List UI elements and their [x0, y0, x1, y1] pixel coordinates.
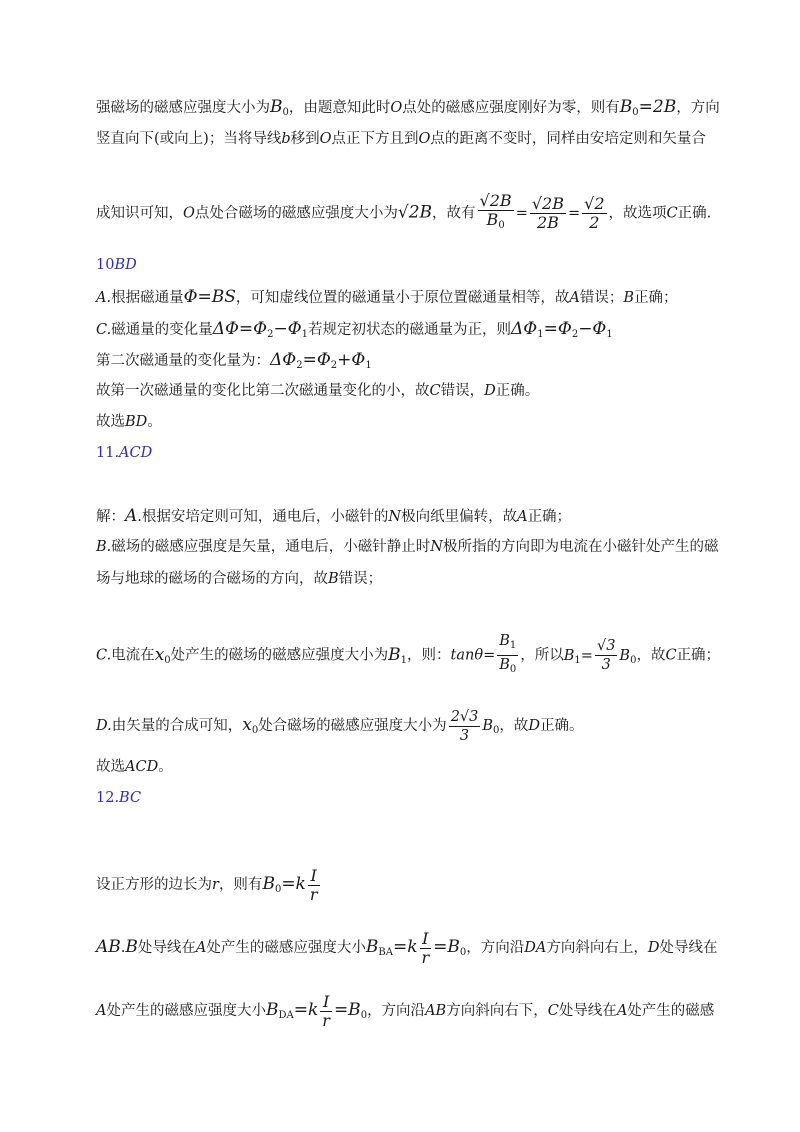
text: 。 — [147, 414, 162, 430]
text: ，方向沿 — [367, 1003, 426, 1019]
formula: $B_0$ — [482, 718, 500, 736]
text: 故选 — [96, 759, 125, 775]
text: 点正下方且到 — [331, 131, 419, 147]
fraction: $\frac{I}{r}$ — [322, 991, 330, 1030]
formula: tanθ= — [450, 647, 496, 664]
q11-line-3: 场与地球的磁场的合磁场的方向，故B错误； — [96, 571, 383, 587]
fraction: $\frac{√2B}{B_0}$ — [479, 191, 512, 231]
text: 极所指的方向即为电流在小磁针处产生的磁 — [442, 539, 719, 555]
text: 正确。 — [540, 718, 584, 734]
text: ，故选项 — [608, 205, 667, 222]
q10-line-5: 故选BD。 — [96, 414, 162, 430]
text: 正确。 — [495, 383, 540, 399]
text: 错误； — [338, 571, 383, 587]
fraction: $\frac{B_1}{B_0}$ — [499, 633, 517, 675]
text: 点的距离不变时，同样由安培定则和矢量合 — [430, 131, 706, 147]
text: 成知识可知， — [96, 205, 183, 222]
text: 处产生的磁感 — [627, 1003, 715, 1019]
text: 处产生的磁感应强度大小 — [206, 940, 366, 956]
text: ，方向沿 — [466, 940, 525, 956]
formula: $\Delta\Phi_2=\Phi_2+\Phi_1$ — [270, 350, 372, 371]
text: 错误； — [579, 290, 624, 306]
text: .根据安培定则可知，通电后，小磁针的 — [137, 509, 389, 525]
q12-line-1: 设正方形的边长为r，则有$B_0=k$ $\frac{I}{r}$ — [96, 865, 318, 904]
text: 处合磁场的磁感应强度大小为 — [258, 718, 447, 734]
text: ，由题意知此时 — [288, 100, 391, 116]
formula: $\Delta\Phi_1=\Phi_2-\Phi_1$ — [511, 319, 613, 340]
fraction: $\frac{√2}{2}$ — [584, 194, 605, 232]
text: 处导线在 — [558, 1003, 617, 1019]
text: 处导线在 — [137, 940, 196, 956]
text: 点处合磁场的磁感应强度大小为 — [194, 205, 398, 222]
text: 方向斜向右下， — [446, 1003, 548, 1019]
fraction: $\frac{I}{r}$ — [421, 928, 430, 967]
q11-line-4: C.电流在$x_0$处产生的磁场的磁感应强度大小为$B_1$，则：tanθ= $\frac{B_1}{B_0}$ ，所以$B_1=$ $\frac{√3}{3}$ $B_0$，故C正确； — [96, 632, 720, 681]
text: 若规定初状态的磁通量为正，则 — [308, 322, 512, 338]
text: 。 — [158, 759, 173, 775]
p1-line-3: 成知识可知，O点处合磁场的磁感应强度大小为√2B，故有 $\frac{√2B}{B_0}$ = $\frac{√2B}{2B}$ = $\frac{√2}{2}$ ，故选项C正确. — [96, 192, 711, 235]
text: 场与地球的磁场的合磁场的方向，故 — [96, 571, 328, 587]
text: ，故有 — [432, 205, 476, 222]
q11-header — [96, 443, 152, 463]
text: ，则： — [407, 647, 451, 664]
text: ，所以 — [520, 647, 564, 664]
fraction: $\frac{√2B}{2B}$ — [531, 194, 564, 232]
formula: $x_0$ — [242, 715, 259, 736]
question-number: 10BD — [96, 257, 137, 273]
text: 电流在 — [111, 647, 155, 664]
q12-line-3: A处产生的磁感应强度大小$B_{DA}=k$ $\frac{I}{r}$ $=B_0$，方向沿AB方向斜向右下，C处导线在A处产生的磁感 — [96, 991, 715, 1030]
formula: $B_0=2B$ — [619, 97, 677, 118]
text: 处产生的磁场的磁感应强度大小为 — [170, 647, 389, 664]
p1-line-2: 竖直向下(或向上)；当将导线b移到O点正下方且到O点的距离不变时，同样由安培定则和矢量合 — [96, 131, 706, 147]
text: 处导线在 — [659, 940, 718, 956]
q10-line-1: A.根据磁通量Φ=BS，可知虚线位置的磁通量小于原位置磁通量相等，故A错误；B正确； — [96, 287, 678, 307]
text: 根据磁通量 — [111, 290, 184, 306]
formula: Φ=BS — [183, 287, 236, 307]
text: 正确； — [676, 647, 721, 664]
fraction: $\frac{I}{r}$ — [309, 865, 318, 904]
fraction: $\frac{2√3}{3}$ — [450, 708, 479, 744]
q11-line-6: 故选ACD。 — [96, 759, 173, 775]
q11-line-2: B.磁场的磁感应强度是矢量，通电后，小磁针静止时N极所指的方向即为电流在小磁针处产生的磁 — [96, 539, 719, 555]
text: 第二次磁通量的变化量为： — [96, 353, 270, 369]
formula: $B_0$ — [619, 647, 637, 666]
text: 正确； — [634, 290, 678, 306]
formula: $\Delta\Phi=\Phi_2-\Phi_1$ — [212, 319, 309, 340]
formula: $B_0=k$ — [262, 874, 306, 895]
q10-line-3 — [96, 350, 372, 376]
question-number: 11.ACD — [96, 445, 153, 461]
q11-line-5: D.由矢量的合成可知，$x_0$处合磁场的磁感应强度大小为 $\frac{2√3}{3}$ $B_0$，故D正确。 — [96, 708, 584, 744]
text: 由矢量的合成可知， — [111, 718, 243, 734]
text: 故选 — [96, 414, 125, 430]
q10-line-2: C.磁通量的变化量$\Delta\Phi=\Phi_2-\Phi_1$若规定初状态的磁通量为正，则$\Delta\Phi_1=\Phi_2-\Phi_1$ — [96, 319, 613, 340]
text: 处产生的磁感应强度大小 — [106, 1003, 266, 1019]
text: ，方向 — [676, 100, 720, 116]
text: ，可知虚线位置的磁通量小于原位置磁通量相等，故 — [235, 290, 570, 306]
question-number: 12.BC — [96, 790, 142, 806]
text: 磁通量的变化量 — [111, 322, 213, 338]
text: 点处的磁感应强度刚好为零，则有 — [402, 100, 620, 116]
formula: $B_0$ — [270, 97, 289, 118]
text: 错误， — [440, 383, 485, 399]
formula: $B_1$ — [388, 644, 408, 666]
formula: $=B_0$ — [433, 937, 467, 958]
text: 极向纸里偏转，故 — [401, 509, 518, 525]
text: 解： — [96, 509, 125, 525]
q10-header — [96, 255, 137, 275]
text: . — [120, 940, 126, 956]
q10-line-4: 故第一次磁通量的变化比第二次磁通量变化的小，故C错误，D正确。 — [96, 383, 540, 399]
q11-line-1: 解：A.根据安培定则可知，通电后，小磁针的N极向纸里偏转，故A正确； — [96, 506, 572, 526]
text: 故第一次磁通量的变化比第二次磁通量变化的小，故 — [96, 383, 430, 399]
text: 正确. — [677, 205, 712, 222]
text: 磁场的磁感应强度是矢量，通电后，小磁针静止时 — [111, 539, 431, 555]
text: 竖直向下(或向上)；当将导线 — [96, 131, 282, 147]
formula: $B_{DA}=k$ — [265, 1000, 319, 1021]
text: 方向斜向右上， — [546, 940, 648, 956]
formula: $x_0$ — [154, 644, 171, 666]
text: ，故 — [499, 718, 529, 734]
formula: $B_{BA}=k$ — [365, 937, 418, 958]
text: 移到 — [290, 131, 320, 147]
formula: $=B_0$ — [333, 1000, 368, 1021]
q12-line-2: AB.B处导线在A处产生的磁感应强度大小$B_{BA}=k$ $\frac{I}{r}$ $=B_0$，方向沿DA方向斜向右上，D处导线在 — [96, 928, 718, 967]
text: 正确； — [527, 509, 572, 525]
formula: √2B — [397, 202, 433, 223]
text: ，故 — [636, 647, 666, 664]
fraction: $\frac{√3}{3}$ — [596, 638, 616, 673]
p1-line-1: 强磁场的磁感应强度大小为$B_0$，由题意知此时O点处的磁感应强度刚好为零，则有$B_0=2B$，方向 — [96, 97, 720, 118]
text: ，则有 — [218, 877, 263, 893]
q12-header — [96, 788, 141, 808]
formula: $B_1=$ — [563, 647, 593, 666]
text: 强磁场的磁感应强度大小为 — [96, 100, 270, 116]
text: 设正方形的边长为 — [96, 877, 212, 893]
